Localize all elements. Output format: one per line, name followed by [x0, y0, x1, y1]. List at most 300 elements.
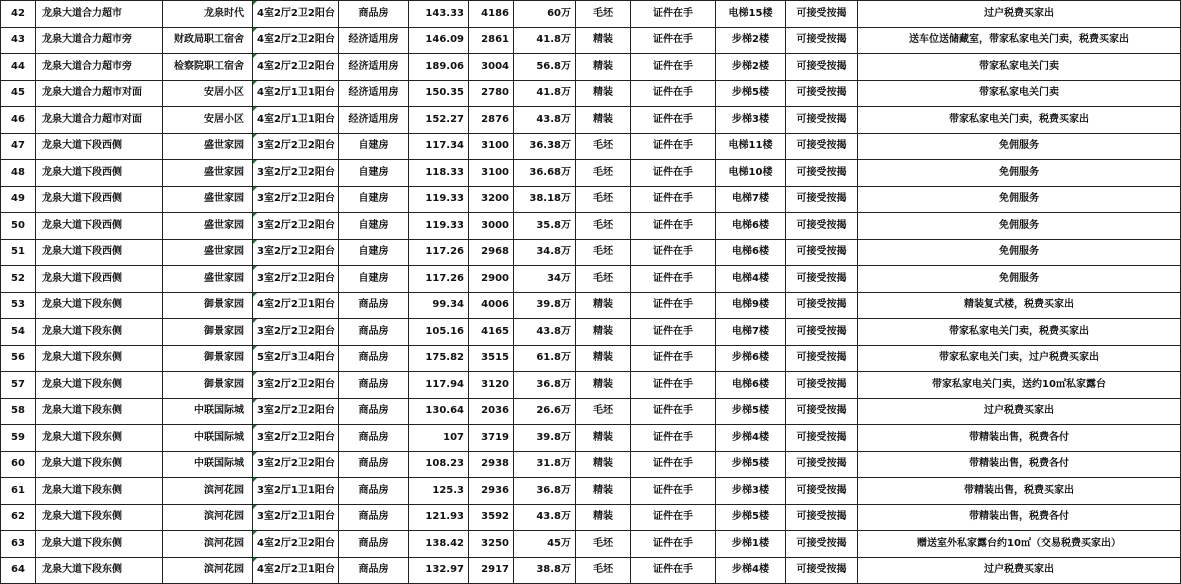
certificate-status-cell: 证件在手	[631, 425, 716, 452]
location-cell: 龙泉大道下段东侧	[36, 451, 163, 478]
total-price-cell: 38.18万	[514, 186, 576, 213]
mortgage-option-cell: 可接受按揭	[786, 1, 858, 28]
community-name-cell: 安居小区	[163, 80, 253, 107]
certificate-status-cell: 证件在手	[631, 266, 716, 293]
decoration-cell: 毛坯	[576, 213, 631, 240]
community-name-cell: 盛世家园	[163, 160, 253, 187]
area-sqm-cell: 118.33	[409, 160, 469, 187]
room-layout-cell: 5室2厅3卫4阳台	[253, 345, 339, 372]
unit-price-cell: 4006	[469, 292, 514, 319]
remarks-cell: 带家私家电关门卖，送约10㎡私家露台	[858, 372, 1181, 399]
row-number-cell: 62	[1, 504, 36, 531]
table-row	[1, 266, 1181, 293]
mortgage-option-cell: 可接受按揭	[786, 266, 858, 293]
remarks-cell: 带精装出售，税费各付	[858, 451, 1181, 478]
certificate-status-cell: 证件在手	[631, 80, 716, 107]
floor-info-cell: 步梯5楼	[716, 80, 786, 107]
decoration-cell: 毛坯	[576, 133, 631, 160]
table-row	[1, 80, 1181, 107]
floor-info-cell: 电梯6楼	[716, 213, 786, 240]
remarks-cell: 免佣服务	[858, 266, 1181, 293]
row-number-cell: 45	[1, 80, 36, 107]
unit-price-cell: 3100	[469, 160, 514, 187]
room-layout-cell: 3室2厅2卫2阳台	[253, 398, 339, 425]
room-layout-cell: 4室2厅2卫1阳台	[253, 557, 339, 584]
location-cell: 龙泉大道合力超市旁	[36, 27, 163, 54]
total-price-cell: 26.6万	[514, 398, 576, 425]
table-row	[1, 107, 1181, 134]
table-row	[1, 292, 1181, 319]
community-name-cell: 中联国际城	[163, 451, 253, 478]
unit-price-cell: 3120	[469, 372, 514, 399]
mortgage-option-cell: 可接受按揭	[786, 451, 858, 478]
location-cell: 龙泉大道下段东侧	[36, 425, 163, 452]
room-layout-cell: 4室2厅2卫2阳台	[253, 1, 339, 28]
area-sqm-cell: 146.09	[409, 27, 469, 54]
row-number-cell: 54	[1, 319, 36, 346]
row-number-cell: 46	[1, 107, 36, 134]
location-cell: 龙泉大道下段东侧	[36, 557, 163, 584]
unit-price-cell: 3004	[469, 54, 514, 81]
area-sqm-cell: 138.42	[409, 531, 469, 558]
total-price-cell: 36.8万	[514, 372, 576, 399]
community-name-cell: 御景家园	[163, 292, 253, 319]
floor-info-cell: 电梯15楼	[716, 1, 786, 28]
row-number-cell: 52	[1, 266, 36, 293]
remarks-cell: 带家私家电关门卖，过户税费买家出	[858, 345, 1181, 372]
community-name-cell: 中联国际城	[163, 425, 253, 452]
community-name-cell: 盛世家园	[163, 186, 253, 213]
remarks-cell: 送车位送储藏室，带家私家电关门卖，税费买家出	[858, 27, 1181, 54]
decoration-cell: 精装	[576, 54, 631, 81]
community-name-cell: 财政局职工宿舍	[163, 27, 253, 54]
decoration-cell: 精装	[576, 27, 631, 54]
property-type-cell: 自建房	[339, 266, 409, 293]
certificate-status-cell: 证件在手	[631, 319, 716, 346]
decoration-cell: 毛坯	[576, 531, 631, 558]
certificate-status-cell: 证件在手	[631, 292, 716, 319]
location-cell: 龙泉大道下段东侧	[36, 292, 163, 319]
remarks-cell: 精装复式楼，税费买家出	[858, 292, 1181, 319]
community-name-cell: 盛世家园	[163, 266, 253, 293]
room-layout-cell: 4室2厅1卫1阳台	[253, 107, 339, 134]
area-sqm-cell: 117.26	[409, 239, 469, 266]
area-sqm-cell: 152.27	[409, 107, 469, 134]
total-price-cell: 34万	[514, 266, 576, 293]
row-number-cell: 53	[1, 292, 36, 319]
decoration-cell: 精装	[576, 372, 631, 399]
row-number-cell: 59	[1, 425, 36, 452]
remarks-cell: 带精装出售，税费各付	[858, 425, 1181, 452]
decoration-cell: 毛坯	[576, 186, 631, 213]
area-sqm-cell: 107	[409, 425, 469, 452]
table-row	[1, 213, 1181, 240]
mortgage-option-cell: 可接受按揭	[786, 27, 858, 54]
total-price-cell: 39.8万	[514, 292, 576, 319]
certificate-status-cell: 证件在手	[631, 398, 716, 425]
decoration-cell: 精装	[576, 504, 631, 531]
decoration-cell: 精装	[576, 345, 631, 372]
unit-price-cell: 3100	[469, 133, 514, 160]
total-price-cell: 35.8万	[514, 213, 576, 240]
remarks-cell: 带家私家电关门卖，税费买家出	[858, 107, 1181, 134]
certificate-status-cell: 证件在手	[631, 345, 716, 372]
table-row	[1, 504, 1181, 531]
table-row	[1, 1, 1181, 28]
floor-info-cell: 步梯6楼	[716, 345, 786, 372]
total-price-cell: 36.38万	[514, 133, 576, 160]
certificate-status-cell: 证件在手	[631, 54, 716, 81]
mortgage-option-cell: 可接受按揭	[786, 160, 858, 187]
property-type-cell: 商品房	[339, 425, 409, 452]
location-cell: 龙泉大道下段西侧	[36, 266, 163, 293]
unit-price-cell: 3200	[469, 186, 514, 213]
remarks-cell: 带精装出售，税费买家出	[858, 478, 1181, 505]
property-type-cell: 自建房	[339, 239, 409, 266]
room-layout-cell: 3室2厅2卫2阳台	[253, 425, 339, 452]
certificate-status-cell: 证件在手	[631, 1, 716, 28]
room-layout-cell: 3室2厅2卫2阳台	[253, 239, 339, 266]
property-type-cell: 自建房	[339, 160, 409, 187]
property-type-cell: 自建房	[339, 186, 409, 213]
mortgage-option-cell: 可接受按揭	[786, 345, 858, 372]
decoration-cell: 精装	[576, 425, 631, 452]
decoration-cell: 毛坯	[576, 266, 631, 293]
property-type-cell: 经济适用房	[339, 27, 409, 54]
floor-info-cell: 电梯7楼	[716, 319, 786, 346]
row-number-cell: 50	[1, 213, 36, 240]
area-sqm-cell: 125.3	[409, 478, 469, 505]
property-type-cell: 商品房	[339, 372, 409, 399]
unit-price-cell: 3000	[469, 213, 514, 240]
location-cell: 龙泉大道下段东侧	[36, 345, 163, 372]
row-number-cell: 49	[1, 186, 36, 213]
table-row	[1, 54, 1181, 81]
remarks-cell: 过户税费买家出	[858, 398, 1181, 425]
room-layout-cell: 3室2厅2卫2阳台	[253, 266, 339, 293]
row-number-cell: 57	[1, 372, 36, 399]
area-sqm-cell: 105.16	[409, 319, 469, 346]
unit-price-cell: 2968	[469, 239, 514, 266]
property-type-cell: 商品房	[339, 398, 409, 425]
mortgage-option-cell: 可接受按揭	[786, 80, 858, 107]
decoration-cell: 毛坯	[576, 160, 631, 187]
community-name-cell: 御景家园	[163, 345, 253, 372]
floor-info-cell: 电梯9楼	[716, 292, 786, 319]
total-price-cell: 61.8万	[514, 345, 576, 372]
area-sqm-cell: 119.33	[409, 186, 469, 213]
room-layout-cell: 3室2厅1卫1阳台	[253, 478, 339, 505]
area-sqm-cell: 130.64	[409, 398, 469, 425]
room-layout-cell: 3室2厅2卫2阳台	[253, 319, 339, 346]
table-row	[1, 372, 1181, 399]
location-cell: 龙泉大道合力超市	[36, 1, 163, 28]
mortgage-option-cell: 可接受按揭	[786, 557, 858, 584]
unit-price-cell: 2780	[469, 80, 514, 107]
remarks-cell: 免佣服务	[858, 213, 1181, 240]
table-row	[1, 398, 1181, 425]
location-cell: 龙泉大道下段东侧	[36, 478, 163, 505]
area-sqm-cell: 150.35	[409, 80, 469, 107]
unit-price-cell: 3250	[469, 531, 514, 558]
mortgage-option-cell: 可接受按揭	[786, 133, 858, 160]
row-number-cell: 51	[1, 239, 36, 266]
location-cell: 龙泉大道下段东侧	[36, 531, 163, 558]
mortgage-option-cell: 可接受按揭	[786, 186, 858, 213]
table-body	[1, 1, 1181, 584]
property-type-cell: 商品房	[339, 557, 409, 584]
room-layout-cell: 3室2厅2卫2阳台	[253, 451, 339, 478]
decoration-cell: 精装	[576, 80, 631, 107]
table-row	[1, 319, 1181, 346]
property-type-cell: 商品房	[339, 292, 409, 319]
total-price-cell: 41.8万	[514, 27, 576, 54]
area-sqm-cell: 117.94	[409, 372, 469, 399]
community-name-cell: 御景家园	[163, 319, 253, 346]
community-name-cell: 龙泉时代	[163, 1, 253, 28]
mortgage-option-cell: 可接受按揭	[786, 398, 858, 425]
decoration-cell: 精装	[576, 107, 631, 134]
location-cell: 龙泉大道下段东侧	[36, 319, 163, 346]
area-sqm-cell: 189.06	[409, 54, 469, 81]
floor-info-cell: 步梯2楼	[716, 54, 786, 81]
total-price-cell: 43.8万	[514, 504, 576, 531]
location-cell: 龙泉大道下段西侧	[36, 160, 163, 187]
property-type-cell: 商品房	[339, 345, 409, 372]
location-cell: 龙泉大道下段西侧	[36, 133, 163, 160]
room-layout-cell: 4室2厅2卫1阳台	[253, 292, 339, 319]
property-type-cell: 自建房	[339, 133, 409, 160]
certificate-status-cell: 证件在手	[631, 531, 716, 558]
mortgage-option-cell: 可接受按揭	[786, 504, 858, 531]
remarks-cell: 免佣服务	[858, 186, 1181, 213]
area-sqm-cell: 143.33	[409, 1, 469, 28]
table-row	[1, 133, 1181, 160]
floor-info-cell: 电梯11楼	[716, 133, 786, 160]
row-number-cell: 42	[1, 1, 36, 28]
room-layout-cell: 4室2厅2卫2阳台	[253, 27, 339, 54]
unit-price-cell: 3515	[469, 345, 514, 372]
decoration-cell: 精装	[576, 292, 631, 319]
total-price-cell: 39.8万	[514, 425, 576, 452]
mortgage-option-cell: 可接受按揭	[786, 478, 858, 505]
table-row	[1, 531, 1181, 558]
community-name-cell: 御景家园	[163, 372, 253, 399]
certificate-status-cell: 证件在手	[631, 186, 716, 213]
table-row	[1, 345, 1181, 372]
certificate-status-cell: 证件在手	[631, 504, 716, 531]
property-type-cell: 自建房	[339, 213, 409, 240]
certificate-status-cell: 证件在手	[631, 557, 716, 584]
total-price-cell: 56.8万	[514, 54, 576, 81]
remarks-cell: 免佣服务	[858, 239, 1181, 266]
table-row	[1, 478, 1181, 505]
community-name-cell: 盛世家园	[163, 239, 253, 266]
location-cell: 龙泉大道下段西侧	[36, 213, 163, 240]
remarks-cell: 免佣服务	[858, 160, 1181, 187]
floor-info-cell: 电梯10楼	[716, 160, 786, 187]
decoration-cell: 精装	[576, 451, 631, 478]
unit-price-cell: 2036	[469, 398, 514, 425]
mortgage-option-cell: 可接受按揭	[786, 292, 858, 319]
floor-info-cell: 步梯3楼	[716, 107, 786, 134]
floor-info-cell: 步梯4楼	[716, 425, 786, 452]
total-price-cell: 34.8万	[514, 239, 576, 266]
unit-price-cell: 3719	[469, 425, 514, 452]
table-row	[1, 451, 1181, 478]
location-cell: 龙泉大道下段东侧	[36, 372, 163, 399]
area-sqm-cell: 132.97	[409, 557, 469, 584]
remarks-cell: 免佣服务	[858, 133, 1181, 160]
mortgage-option-cell: 可接受按揭	[786, 107, 858, 134]
row-number-cell: 56	[1, 345, 36, 372]
community-name-cell: 滨河花园	[163, 504, 253, 531]
location-cell: 龙泉大道合力超市旁	[36, 54, 163, 81]
remarks-cell: 带精装出售，税费各付	[858, 504, 1181, 531]
mortgage-option-cell: 可接受按揭	[786, 372, 858, 399]
area-sqm-cell: 119.33	[409, 213, 469, 240]
floor-info-cell: 电梯4楼	[716, 266, 786, 293]
table-row	[1, 425, 1181, 452]
community-name-cell: 盛世家园	[163, 133, 253, 160]
area-sqm-cell: 99.34	[409, 292, 469, 319]
mortgage-option-cell: 可接受按揭	[786, 531, 858, 558]
row-number-cell: 60	[1, 451, 36, 478]
location-cell: 龙泉大道下段东侧	[36, 398, 163, 425]
unit-price-cell: 2876	[469, 107, 514, 134]
location-cell: 龙泉大道下段东侧	[36, 504, 163, 531]
certificate-status-cell: 证件在手	[631, 239, 716, 266]
area-sqm-cell: 175.82	[409, 345, 469, 372]
certificate-status-cell: 证件在手	[631, 478, 716, 505]
property-type-cell: 商品房	[339, 531, 409, 558]
community-name-cell: 盛世家园	[163, 213, 253, 240]
community-name-cell: 滨河花园	[163, 478, 253, 505]
unit-price-cell: 2900	[469, 266, 514, 293]
certificate-status-cell: 证件在手	[631, 213, 716, 240]
mortgage-option-cell: 可接受按揭	[786, 425, 858, 452]
table-row	[1, 239, 1181, 266]
property-type-cell: 商品房	[339, 1, 409, 28]
area-sqm-cell: 117.34	[409, 133, 469, 160]
mortgage-option-cell: 可接受按揭	[786, 319, 858, 346]
total-price-cell: 41.8万	[514, 80, 576, 107]
unit-price-cell: 2938	[469, 451, 514, 478]
property-type-cell: 经济适用房	[339, 107, 409, 134]
remarks-cell: 带家私家电关门卖	[858, 54, 1181, 81]
remarks-cell: 赠送室外私家露台约10㎡（交易税费买家出）	[858, 531, 1181, 558]
remarks-cell: 带家私家电关门卖，税费买家出	[858, 319, 1181, 346]
row-number-cell: 61	[1, 478, 36, 505]
decoration-cell: 毛坯	[576, 557, 631, 584]
area-sqm-cell: 117.26	[409, 266, 469, 293]
row-number-cell: 48	[1, 160, 36, 187]
location-cell: 龙泉大道合力超市对面	[36, 80, 163, 107]
unit-price-cell: 2917	[469, 557, 514, 584]
certificate-status-cell: 证件在手	[631, 451, 716, 478]
floor-info-cell: 步梯5楼	[716, 504, 786, 531]
community-name-cell: 安居小区	[163, 107, 253, 134]
unit-price-cell: 3592	[469, 504, 514, 531]
row-number-cell: 47	[1, 133, 36, 160]
room-layout-cell: 4室2厅2卫2阳台	[253, 531, 339, 558]
floor-info-cell: 电梯6楼	[716, 372, 786, 399]
room-layout-cell: 3室2厅2卫2阳台	[253, 133, 339, 160]
community-name-cell: 滨河花园	[163, 557, 253, 584]
total-price-cell: 43.8万	[514, 319, 576, 346]
floor-info-cell: 步梯5楼	[716, 451, 786, 478]
location-cell: 龙泉大道合力超市对面	[36, 107, 163, 134]
room-layout-cell: 4室2厅2卫2阳台	[253, 54, 339, 81]
total-price-cell: 60万	[514, 1, 576, 28]
room-layout-cell: 3室2厅2卫2阳台	[253, 372, 339, 399]
decoration-cell: 精装	[576, 478, 631, 505]
floor-info-cell: 步梯5楼	[716, 398, 786, 425]
certificate-status-cell: 证件在手	[631, 133, 716, 160]
certificate-status-cell: 证件在手	[631, 372, 716, 399]
table-row	[1, 186, 1181, 213]
property-type-cell: 商品房	[339, 504, 409, 531]
certificate-status-cell: 证件在手	[631, 160, 716, 187]
community-name-cell: 滨河花园	[163, 531, 253, 558]
decoration-cell: 毛坯	[576, 398, 631, 425]
unit-price-cell: 2861	[469, 27, 514, 54]
room-layout-cell: 3室2厅2卫1阳台	[253, 504, 339, 531]
floor-info-cell: 步梯1楼	[716, 531, 786, 558]
unit-price-cell: 4165	[469, 319, 514, 346]
property-type-cell: 商品房	[339, 319, 409, 346]
table-row	[1, 27, 1181, 54]
remarks-cell: 过户税费买家出	[858, 557, 1181, 584]
total-price-cell: 45万	[514, 531, 576, 558]
room-layout-cell: 4室2厅1卫1阳台	[253, 80, 339, 107]
mortgage-option-cell: 可接受按揭	[786, 54, 858, 81]
property-type-cell: 经济适用房	[339, 54, 409, 81]
remarks-cell: 带家私家电关门卖	[858, 80, 1181, 107]
area-sqm-cell: 108.23	[409, 451, 469, 478]
total-price-cell: 36.68万	[514, 160, 576, 187]
row-number-cell: 58	[1, 398, 36, 425]
decoration-cell: 毛坯	[576, 1, 631, 28]
floor-info-cell: 步梯4楼	[716, 557, 786, 584]
mortgage-option-cell: 可接受按揭	[786, 239, 858, 266]
location-cell: 龙泉大道下段西侧	[36, 186, 163, 213]
table-row	[1, 557, 1181, 584]
floor-info-cell: 电梯7楼	[716, 186, 786, 213]
table-row	[1, 160, 1181, 187]
community-name-cell: 中联国际城	[163, 398, 253, 425]
area-sqm-cell: 121.93	[409, 504, 469, 531]
floor-info-cell: 电梯6楼	[716, 239, 786, 266]
decoration-cell: 毛坯	[576, 239, 631, 266]
certificate-status-cell: 证件在手	[631, 27, 716, 54]
property-type-cell: 商品房	[339, 451, 409, 478]
remarks-cell: 过户税费买家出	[858, 1, 1181, 28]
total-price-cell: 36.8万	[514, 478, 576, 505]
total-price-cell: 38.8万	[514, 557, 576, 584]
mortgage-option-cell: 可接受按揭	[786, 213, 858, 240]
floor-info-cell: 步梯3楼	[716, 478, 786, 505]
row-number-cell: 43	[1, 27, 36, 54]
community-name-cell: 检察院职工宿舍	[163, 54, 253, 81]
row-number-cell: 44	[1, 54, 36, 81]
total-price-cell: 43.8万	[514, 107, 576, 134]
decoration-cell: 精装	[576, 319, 631, 346]
certificate-status-cell: 证件在手	[631, 107, 716, 134]
room-layout-cell: 3室2厅2卫2阳台	[253, 160, 339, 187]
room-layout-cell: 3室2厅2卫2阳台	[253, 213, 339, 240]
location-cell: 龙泉大道下段西侧	[36, 239, 163, 266]
